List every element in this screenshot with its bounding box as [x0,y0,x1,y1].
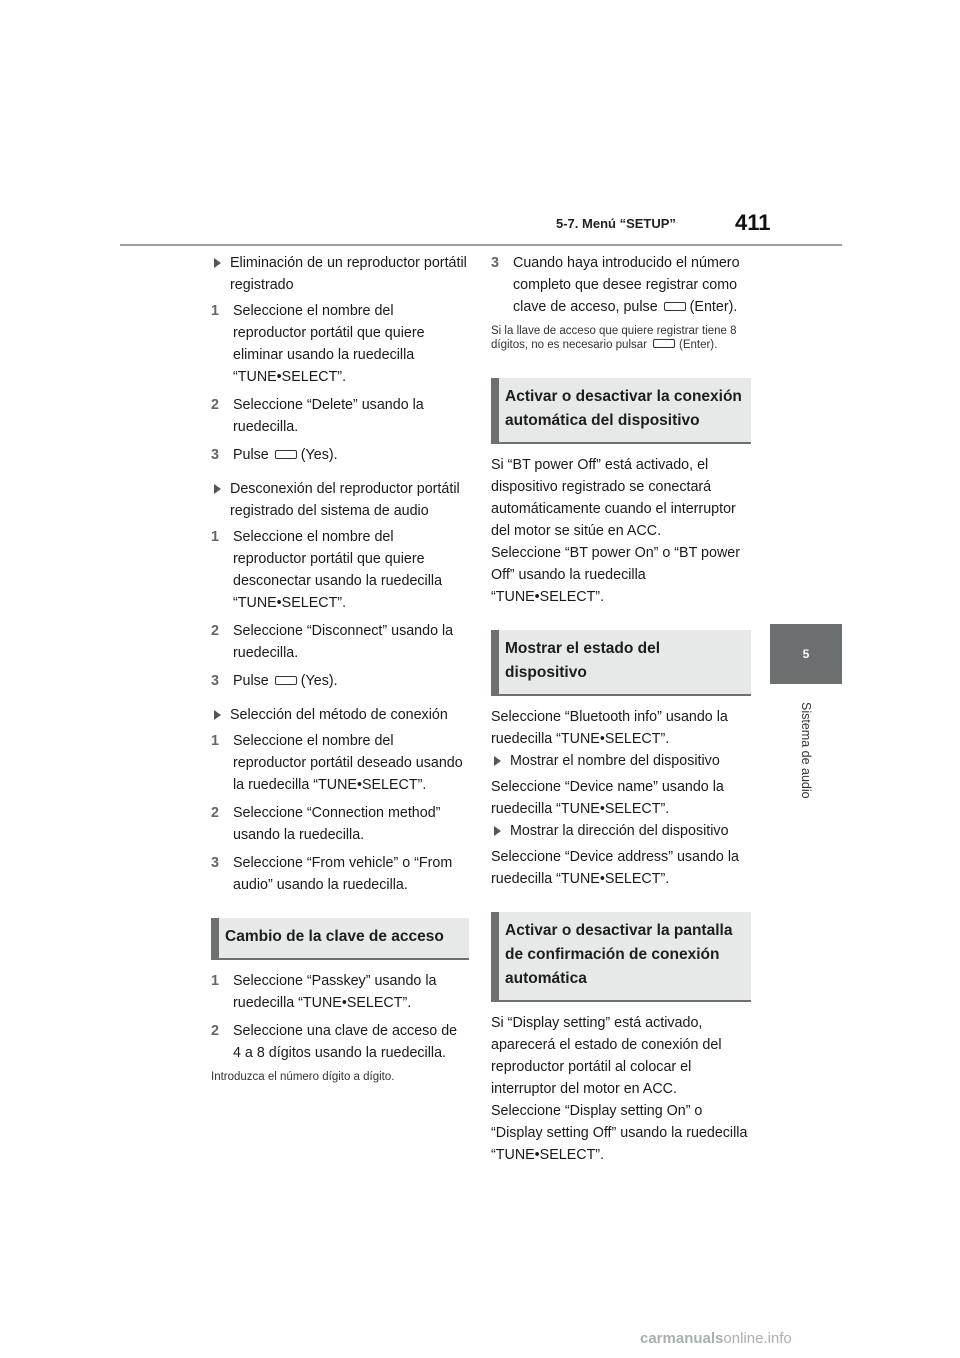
bullet-heading [211,704,469,726]
step-text [233,444,338,466]
button-icon [275,450,297,459]
step-text-pre: Pulse [233,447,269,463]
step-number: 1 [211,973,219,989]
triangle-bullet-icon [494,826,501,836]
triangle-bullet-icon [494,756,501,766]
bullet-heading [211,478,469,522]
step-number: 1 [211,303,219,319]
header-divider [120,244,842,246]
triangle-bullet-icon [214,484,221,494]
step [211,444,469,466]
section-heading: Mostrar el estado del dispositivo [491,630,751,696]
step-text: Seleccione una clave de acceso de 4 a 8 dígitos usando la ruedecilla. [233,1023,458,1061]
button-icon [653,339,675,348]
section-heading: Cambio de la clave de acceso [211,918,469,960]
step-number: 3 [211,855,219,871]
step-text: Seleccione el nombre del reproductor portátil deseado usando la ruedecilla “TUNE•SELECT”. [233,733,463,793]
step [211,670,469,692]
section-title: 5-7. Menú “SETUP” [556,216,676,231]
step-text-post: (Enter). [689,299,738,315]
paragraph: Seleccione “Bluetooth info” usando la ruedecilla “TUNE•SELECT”. [491,709,728,747]
watermark [640,1330,792,1347]
step-text-post: (Yes). [300,673,338,689]
step-text: Seleccione el nombre del reproductor portátil que quiere desconectar usando la ruedecilla “TUNE•SELECT”. [233,529,443,611]
step-number: 1 [211,529,219,545]
step-number: 3 [491,255,499,271]
step-number: 3 [211,673,219,689]
step-text-post: (Yes). [300,447,338,463]
bullet-text: Selección del método de conexión [230,707,448,723]
step [211,394,469,438]
bullet-heading [491,820,751,842]
step-text: Seleccione “From vehicle” o “From audio” usando la ruedecilla. [233,855,453,893]
watermark-domain: online.info [723,1330,792,1347]
note-text: Introduzca el número dígito a dígito. [211,1071,395,1083]
step-text [513,252,751,318]
bullet-heading [211,252,469,296]
left-column [211,252,469,1084]
step-number: 2 [211,397,219,413]
page-number: 411 [735,210,771,235]
bullet-text: Eliminación de un reproductor portátil registrado [230,255,467,293]
paragraph: Seleccione “Display setting On” o “Display setting Off” usando la ruedecilla “TUNE•SELECT”. [491,1103,748,1163]
note-text-pre: Si la llave de acceso que quiere registrar tiene 8 dígitos, no es necesario pulsar [491,325,737,351]
step-text: Seleccione “Delete” usando la ruedecilla. [233,397,424,435]
paragraph: Seleccione “Device name” usando la ruedecilla “TUNE•SELECT”. [491,779,724,817]
note-text [491,324,751,352]
bullet-text: Mostrar el nombre del dispositivo [510,753,720,769]
section-heading: Activar o desactivar la conexión automática del dispositivo [491,378,751,444]
step-text-pre: Pulse [233,673,269,689]
watermark-brand: carmanuals [640,1330,724,1347]
chapter-label: Sistema de audio [799,701,813,799]
note-text-post: (Enter). [678,339,718,351]
step [211,852,469,896]
step [211,802,469,846]
step-text [233,670,338,692]
triangle-bullet-icon [214,258,221,268]
button-icon [275,676,297,685]
chapter-label-wrap [770,690,842,810]
paragraph: Seleccione “Device address” usando la ruedecilla “TUNE•SELECT”. [491,849,739,887]
step [211,526,469,614]
step-text: Seleccione “Passkey” usando la ruedecilla “TUNE•SELECT”. [233,973,437,1011]
step [211,300,469,388]
section-heading: Activar o desactivar la pantalla de confirmación de conexión automática [491,912,751,1002]
paragraph: Si “Display setting” está activado, aparecerá el estado de conexión del reproductor portátil al colocar el interruptor del motor en ACC. [491,1015,722,1097]
step-number: 2 [211,623,219,639]
chapter-tab: 5 [770,624,842,684]
step-number: 1 [211,733,219,749]
paragraph: Seleccione “BT power On” o “BT power Off” usando la ruedecilla “TUNE•SELECT”. [491,545,740,605]
bullet-text: Mostrar la dirección del dispositivo [510,823,729,839]
bullet-heading [491,750,751,772]
step [211,620,469,664]
step-number: 3 [211,447,219,463]
step [211,730,469,796]
step-text: Seleccione “Connection method” usando la ruedecilla. [233,805,441,843]
step [211,1020,469,1064]
step-number: 2 [211,805,219,821]
step-number: 2 [211,1023,219,1039]
bullet-text: Desconexión del reproductor portátil registrado del sistema de audio [230,481,460,519]
right-column [491,252,751,1166]
step-text: Seleccione el nombre del reproductor portátil que quiere eliminar usando la ruedecilla “TUNE•SELECT”. [233,303,425,385]
paragraph: Si “BT power Off” está activado, el dispositivo registrado se conectará automáticamente cuando el interruptor del motor se sitúe en ACC. [491,457,736,539]
step [211,970,469,1014]
step-text: Seleccione “Disconnect” usando la ruedecilla. [233,623,454,661]
step [491,252,751,318]
button-icon [664,302,686,311]
triangle-bullet-icon [214,710,221,720]
step-text-pre: Cuando haya introducido el número completo que desee registrar como clave de acceso, pulse [513,255,740,315]
